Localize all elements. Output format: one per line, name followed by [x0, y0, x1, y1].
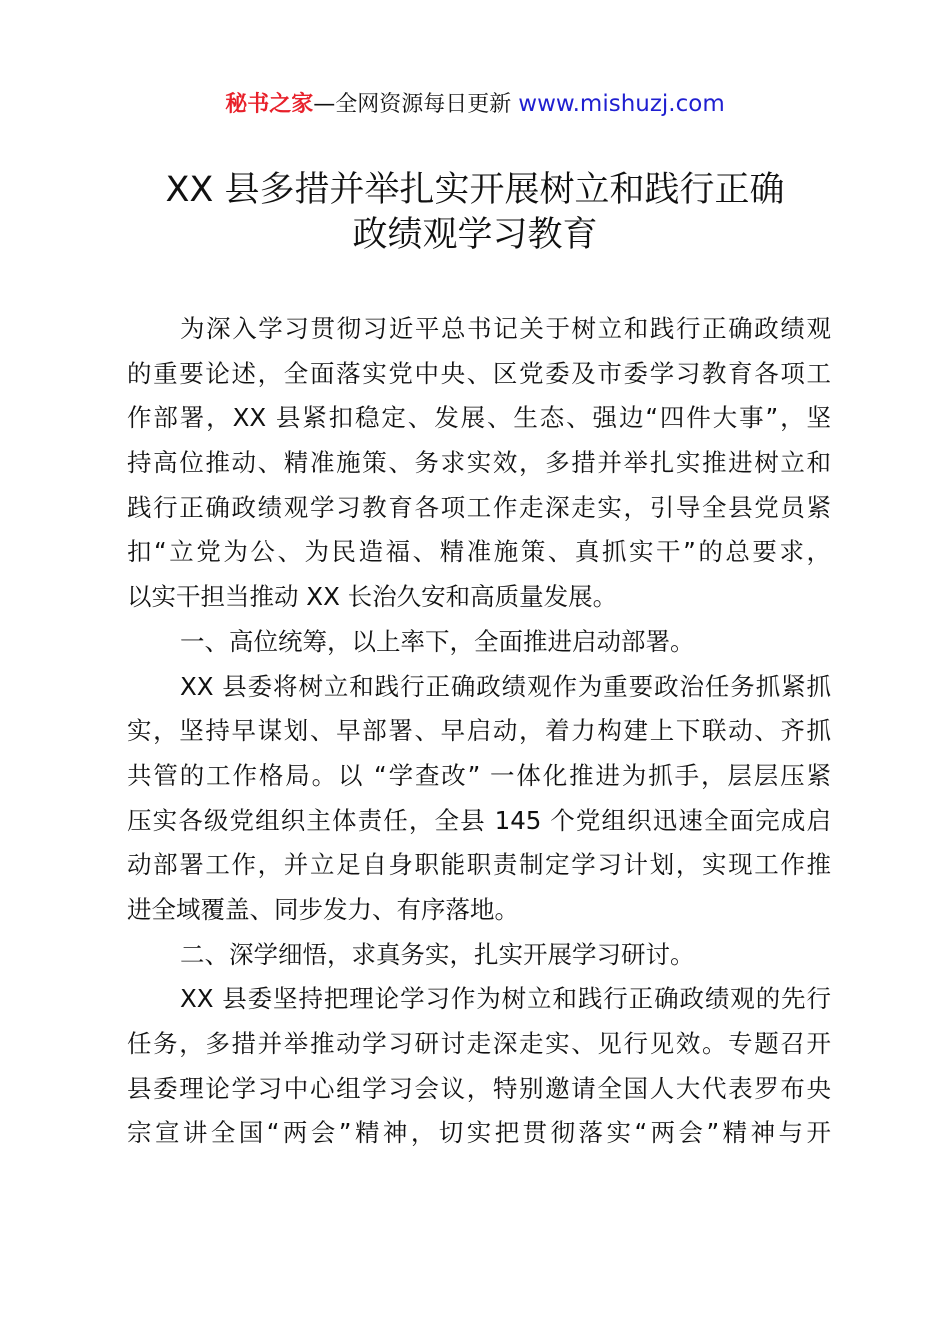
text-line: 动部署工作，并立足自身职能职责制定学习计划，实现工作推 [127, 850, 831, 880]
text-line: 践行正确政绩观学习教育各项工作走深走实，引导全县党员紧 [127, 492, 831, 522]
document-title-line-2: 政绩观学习教育 [352, 215, 598, 255]
text-line: 宗宣讲全国“两会”精神，切实把贯彻落实“两会”精神与开 [127, 1118, 831, 1148]
text-line: 扣“立党为公、为民造福、精准施策、真抓实干”的总要求， [127, 537, 831, 567]
paragraph [127, 665, 831, 933]
text-line: 实，坚持早谋划、早部署、早启动，着力构建上下联动、齐抓 [127, 716, 831, 746]
header-slogan: —全网资源每日更新 [313, 92, 512, 117]
text-line: 为深入学习贯彻习近平总书记关于树立和践行正确政绩观 [180, 314, 831, 343]
text-line: 县委理论学习中心组学习会议，特别邀请全国人大代表罗布央 [127, 1073, 831, 1103]
brand-name: 秘书之家 [225, 92, 314, 117]
text-line: 任务，多措并举推动学习研讨走深走实、见行见效。专题召开 [127, 1029, 831, 1058]
text-line: 作部署，XX 县紧扣稳定、发展、生态、强边“四件大事”，坚 [127, 403, 831, 433]
document-title-line-1: XX 县多措并举扎实开展树立和践行正确 [165, 170, 785, 210]
text-line: 进全域覆盖、同步发力、有序落地。 [127, 894, 519, 924]
site-header [0, 88, 950, 121]
document-body [127, 307, 831, 1156]
text-line: 压实各级党组织主体责任，全县 145 个党组织迅速全面完成启 [127, 805, 831, 835]
text-line: XX 县委坚持把理论学习作为树立和践行正确政绩观的先行 [180, 984, 831, 1014]
text-line: 二、深学细悟，求真务实，扎实开展学习研讨。 [180, 939, 695, 969]
paragraph [127, 307, 831, 620]
site-url-link[interactable]: www.mishuzj.com [518, 91, 725, 117]
text-line: 的重要论述，全面落实党中央、区党委及市委学习教育各项工 [127, 358, 831, 388]
text-line: 共管的工作格局。以 “学查改” 一体化推进为抓手，层层压紧 [127, 760, 831, 790]
section-heading [127, 933, 831, 978]
text-line: XX 县委将树立和践行正确政绩观作为重要政治任务抓紧抓 [180, 671, 831, 701]
paragraph [127, 977, 831, 1156]
text-line: 以实干担当推动 XX 长治久安和高质量发展。 [127, 582, 618, 612]
text-line: 一、高位统筹，以上率下，全面推进启动部署。 [180, 626, 695, 656]
text-line: 持高位推动、精准施策、务求实效，多措并举扎实推进树立和 [127, 448, 831, 478]
section-heading [127, 620, 831, 665]
